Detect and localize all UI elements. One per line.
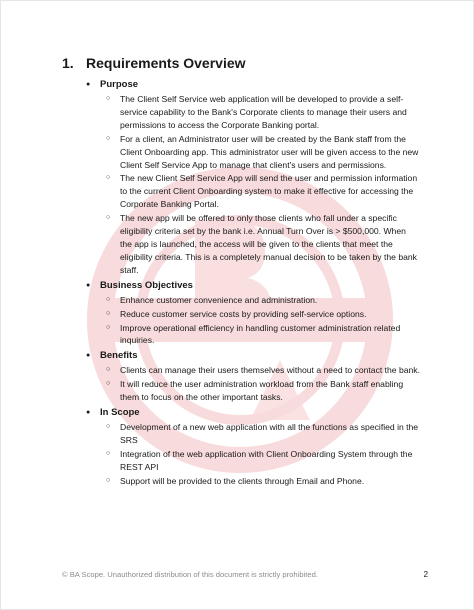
sub-bullet-icon: ○ [106,449,111,457]
list-item [106,308,422,321]
sub-bullet-icon: ○ [106,380,111,388]
sub-bullet-icon: ○ [106,366,111,374]
list-item [106,133,422,172]
list-item-text: The new app will be offered to only those clients who fall under a specific eligibility criteria set by the bank i.e. Annual Turn Over is > $500,000. When the app is launched, the access will be given to the clients that meet the eligibility criteria. This is a completely manual decision to be taken by the bank staff. [120,213,417,275]
list-item [106,475,422,488]
sub-bullet-icon: ○ [106,134,111,142]
list-item [106,294,422,307]
section-items [106,93,422,277]
list-item [106,322,422,348]
section-title [86,78,422,92]
section-title-text: Business Objectives [100,279,193,291]
section-title [86,406,422,420]
sub-bullet-icon: ○ [106,214,111,222]
section-title [86,349,422,363]
list-item-text: The Client Self Service web application will be developed to provide a self-service capability to the Bank's Corporate clients to manage their users and permissions to access the Corporate Banking portal. [120,94,407,130]
section-heading [62,54,422,72]
list-item-text: For a client, an Administrator user will be created by the Bank staff from the Client Onboarding app. This administrator user will be given access to the new Client Self Service App to manage that client's users and permissions. [120,133,419,170]
sub-bullet-icon: ○ [106,323,111,331]
list-item-text: Clients can manage their users themselves without a need to contact the bank. [120,365,420,376]
bullet-icon: ● [86,281,91,289]
list-item-text: Improve operational efficiency in handling customer administration related inquiries. [120,322,401,346]
list-item-text: Reduce customer service costs by providing self-service options. [120,308,367,319]
list-item [106,172,422,211]
document-content [62,54,422,490]
section-block [86,78,422,277]
list-item-text: Support will be provided to the clients through Email and Phone. [120,475,365,486]
list-item-text: It will reduce the user administration workload from the Bank staff enabling them to focus on the other important tasks. [120,379,404,403]
sub-bullet-icon: ○ [106,309,111,317]
section-items [106,421,422,488]
section-title-text: Purpose [100,79,139,90]
section-block [86,406,422,488]
list-item-text: Integration of the web application with Client Onboarding System through the REST API [120,448,413,472]
section-block [86,279,422,348]
sections-list [62,78,422,488]
sub-bullet-icon: ○ [106,295,111,303]
heading-number: 1. [62,55,74,71]
list-item [106,93,422,132]
list-item-text: Enhance customer convenience and administration. [120,294,318,305]
list-item-text: Development of a new web application with all the functions as specified in the SRS [120,422,419,445]
bullet-icon: ● [86,352,91,360]
page-number: 2 [423,570,428,579]
section-title [86,279,422,293]
section-title-text: Benefits [100,350,138,362]
bullet-icon: ● [86,81,91,88]
heading-title: Requirements Overview [86,55,246,71]
section-items [106,294,422,348]
bullet-icon: ● [86,409,91,417]
section-items [106,364,422,404]
list-item-text: The new Client Self Service App will send the user and permission information to the current Client Onboarding system to make it effective for accessing the Corporate Banking Portal. [120,173,418,210]
sub-bullet-icon: ○ [106,476,111,484]
section-block [86,349,422,404]
list-item [106,378,422,404]
sub-bullet-icon: ○ [106,174,111,182]
copyright-note: © BA Scope. Unauthorized distribution of this document is strictly prohibited. [62,570,318,579]
section-title-text: In Scope [100,407,140,419]
list-item [106,212,422,277]
page-footer [62,570,428,580]
list-item [106,448,422,474]
list-item [106,364,422,377]
sub-bullet-icon: ○ [106,95,111,102]
sub-bullet-icon: ○ [106,423,111,431]
list-item [106,421,422,447]
